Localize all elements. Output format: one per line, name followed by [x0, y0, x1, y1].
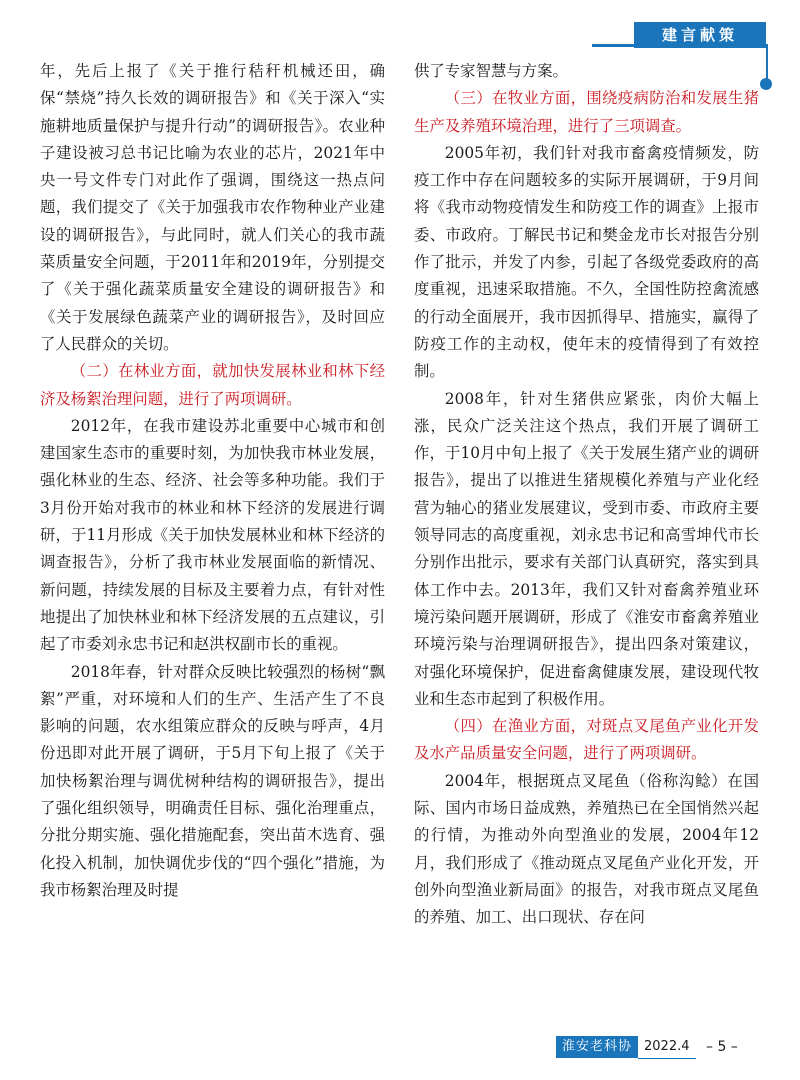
- paragraph: 2004年，根据斑点叉尾鱼（俗称沟鲶）在国际、国内市场日益成熟，养殖热已在全国悄然兴起的行情，为推动外向型渔业的发展，2004年12月，我们形成了《推动斑点叉尾鱼产业化开发，开创外向型渔业新局面》的报告，对我市斑点叉尾鱼的养殖、加工、出口现状、存在问: [414, 771, 759, 927]
- paragraph: 2018年春，针对群众反映比较强烈的杨树“飘絮”严重，对环境和人们的生产、生活产生了不良影响的问题，农水组策应群众的反映与呼声，4月份迅即对此开展了调研，于5月下旬上报了《关于加快杨絮治理与调优树种结构的调研报告》，提出了强化组织领导，明确责任目标、强化治理重点，分批分期实施、强化措施配套，突出苗木选育、强化投入机制，加快调优步伐的“四个强化”措施，为我市杨絮治理及时提: [40, 662, 385, 899]
- paragraph: 供了专家智慧与方案。: [414, 62, 568, 80]
- section-heading: （二）在林业方面，就加快发展林业和林下经济及杨絮治理问题，进行了两项调研。: [40, 362, 385, 408]
- paragraph: 年，先后上报了《关于推行秸秆机械还田，确保“禁烧”持久长效的调研报告》和《关于深入“实施耕地质量保护与提升行动”的调研报告》。农业种子建设被习总书记比喻为农业的芯片，2021年中央一号文件专门对此作了强调，围绕这一热点问题，我们提交了《关于加强我市农作物种业产业建设的调研报告》，与此同时，就人们关心的我市蔬菜质量安全问题，于2011年和2019年，分别提交了《关于强化蔬菜质量安全建设的调研报告》和《关于发展绿色蔬菜产业的调研报告》，及时回应了人民群众的关切。: [40, 62, 385, 353]
- header-dot: [760, 78, 772, 90]
- journal-name: 淮安老科协: [556, 1036, 638, 1058]
- right-column: [414, 58, 759, 932]
- section-heading: （四）在渔业方面，对斑点叉尾鱼产业化开发及水产品质量安全问题，进行了两项调研。: [414, 717, 759, 763]
- footer: [556, 1036, 696, 1058]
- section-heading: （三）在牧业方面，围绕疫病防治和发展生猪生产及养殖环境治理，进行了三项调查。: [414, 89, 759, 135]
- paragraph: 2005年初，我们针对我市畜禽疫情频发，防疫工作中存在问题较多的实际开展调研，于9月间将《我市动物疫情发生和防疫工作的调查》上报市委、市政府。丁解民书记和樊金龙市长对报告分别作了批示，并发了内参，引起了各级党委政府的高度重视，迅速采取措施。不久，全国性防控禽流感的行动全面展开，我市因抓得早、措施实，赢得了防疫工作的主动权，使年末的疫情得到了有效控制。: [414, 143, 759, 381]
- paragraph: 2012年，在我市建设苏北重要中心城市和创建国家生态市的重要时刻，为加快我市林业发展，强化林业的生态、经济、社会等多种功能。我们于3月份开始对我市的林业和林下经济的发展进行调研，于11月形成《关于加快发展林业和林下经济的调查报告》，分析了我市林业发展面临的新情况、新问题，持续发展的目标及主要着力点，有针对性地提出了加快林业和林下经济发展的五点建议，引起了市委刘永忠书记和赵洪权副市长的重视。: [40, 416, 385, 654]
- left-column: [40, 58, 385, 904]
- page-number: – 5 –: [706, 1039, 738, 1055]
- issue-number: 2022.4: [638, 1036, 696, 1059]
- section-title: 建言献策: [634, 22, 766, 48]
- paragraph: 2008年，针对生猪供应紧张，肉价大幅上涨，民众广泛关注这个热点，我们开展了调研工作，于10月中旬上报了《关于发展生猪产业的调研报告》，提出了以推进生猪规模化养殖与产业化经营为轴心的猪业发展建议，受到市委、市政府主要领导同志的高度重视，刘永忠书记和高雪坤代市长分别作出批示，要求有关部门认真研究，落实到具体工作中去。2013年，我们又针对畜禽养殖业环境污染问题开展调研，形成了《淮安市畜禽养殖业环境污染与治理调研报告》，提出四条对策建议，对强化环境保护，促进畜禽健康发展，建设现代牧业和生态市起到了积极作用。: [414, 389, 759, 708]
